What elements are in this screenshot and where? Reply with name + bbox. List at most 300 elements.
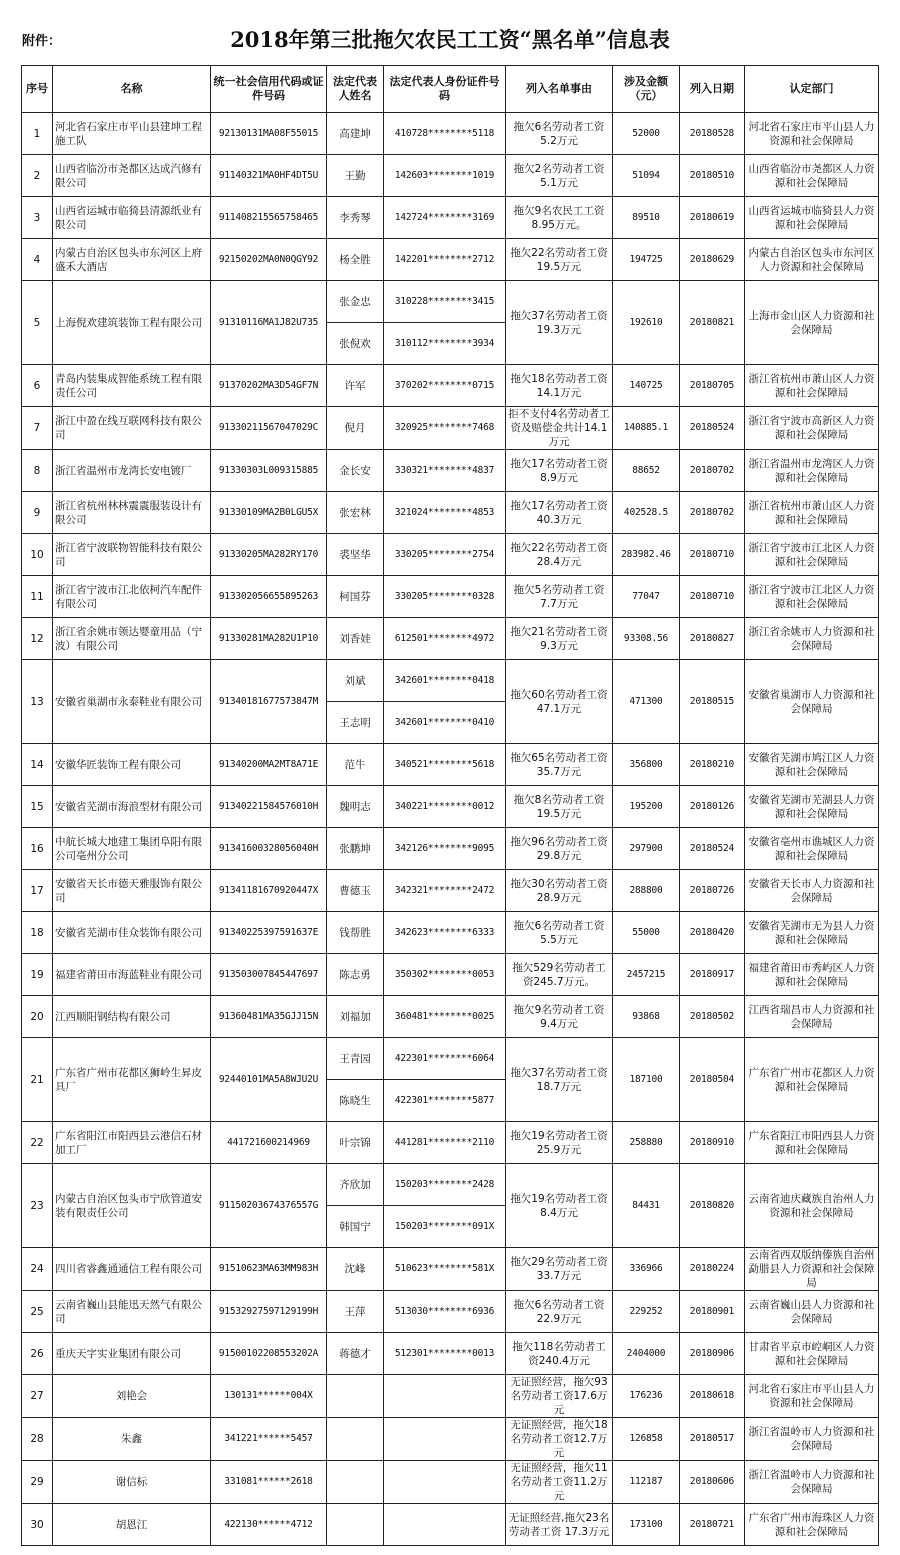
list-date: 20180126 [680,786,745,828]
row-number: 19 [22,954,53,996]
list-date: 20180502 [680,996,745,1038]
department: 浙江省宁波市高新区人力资源和社会保障局 [745,407,879,450]
list-date: 20180524 [680,407,745,450]
reason: 拖欠21名劳动者工资9.3万元 [506,618,613,660]
credit-code: 92440101MA5A8WJU2U [211,1038,327,1122]
reason: 拖欠96名劳动者工资29.8万元 [506,828,613,870]
reason: 拖欠529名劳动者工资245.7万元。 [506,954,613,996]
rep-name: 李秀琴 [327,197,384,239]
rep-name: 柯国芬 [327,576,384,618]
rep-name: 张金忠 [327,281,384,323]
table-row [22,618,879,660]
table-row [22,534,879,576]
reason: 拖欠6名劳动者工资22.9万元 [506,1291,613,1333]
header-rep-id: 法定代表人身份证件号码 [384,66,506,113]
row-number: 2 [22,155,53,197]
reason: 拖欠37名劳动者工资19.3万元 [506,281,613,365]
credit-code: 422130******4712 [211,1504,327,1546]
credit-code: 91150203674376557G [211,1164,327,1248]
rep-id: 410728********5118 [384,113,506,155]
reason: 拖欠118名劳动者工资240.4万元 [506,1333,613,1375]
row-number: 9 [22,492,53,534]
header-name: 名称 [53,66,211,113]
entity-name: 安徽省巢湖市永泰鞋业有限公司 [53,660,211,744]
department: 浙江省温州市龙湾区人力资源和社会保障局 [745,450,879,492]
row-number: 10 [22,534,53,576]
list-date: 20180917 [680,954,745,996]
table-row [22,1122,879,1164]
table-row [22,660,879,702]
department: 山西省运城市临猗县人力资源和社会保障局 [745,197,879,239]
rep-name: 刘斌 [327,660,384,702]
reason: 拖欠17名劳动者工资40.3万元 [506,492,613,534]
rep-name: 张鹏坤 [327,828,384,870]
row-number: 7 [22,407,53,450]
rep-id: 370202********0715 [384,365,506,407]
header-dept: 认定部门 [745,66,879,113]
row-number: 28 [22,1418,53,1461]
rep-name: 高建坤 [327,113,384,155]
credit-code: 91360481MA35GJJ15N [211,996,327,1038]
credit-code: 91532927597129199H [211,1291,327,1333]
reason: 拖欠5名劳动者工资7.7万元 [506,576,613,618]
table-row [22,1164,879,1206]
rep-name: 叶宗锦 [327,1122,384,1164]
header-credit-code: 统一社会信用代码或证件号码 [211,66,327,113]
list-date: 20180524 [680,828,745,870]
reason: 无证照经营，拖欠93名劳动者工资17.6万元 [506,1375,613,1418]
rep-name: 蒋德才 [327,1333,384,1375]
rep-id: 342321********2472 [384,870,506,912]
rep-id: 150203********091X [384,1206,506,1248]
row-number: 8 [22,450,53,492]
list-date: 20180710 [680,576,745,618]
amount: 173100 [613,1504,680,1546]
department: 福建省莆田市秀屿区人力资源和社会保障局 [745,954,879,996]
header-no: 序号 [22,66,53,113]
table-row [22,576,879,618]
reason: 拖欠29名劳动者工资33.7万元 [506,1248,613,1291]
row-number: 6 [22,365,53,407]
department: 河北省石家庄市平山县人力资源和社会保障局 [745,113,879,155]
table-row [22,786,879,828]
table-row [22,954,879,996]
rep-name: 王志明 [327,702,384,744]
entity-name: 广东省阳江市阳西县云港信石材加工厂 [53,1122,211,1164]
department: 安徽省芜湖市无为县人力资源和社会保障局 [745,912,879,954]
amount: 192610 [613,281,680,365]
list-date: 20180710 [680,534,745,576]
reason: 拖欠8名劳动者工资19.5万元 [506,786,613,828]
amount: 112187 [613,1461,680,1504]
list-date: 20180224 [680,1248,745,1291]
table-row [22,996,879,1038]
credit-code: 91330281MA282U1P10 [211,618,327,660]
rep-name: 金长安 [327,450,384,492]
rep-id: 150203********2428 [384,1164,506,1206]
row-number: 14 [22,744,53,786]
rep-id: 512301********0013 [384,1333,506,1375]
rep-name-empty [327,1375,384,1418]
amount: 283982.46 [613,534,680,576]
entity-name: 江西顺阳钢结构有限公司 [53,996,211,1038]
amount: 52000 [613,113,680,155]
list-date: 20180619 [680,197,745,239]
entity-name: 山西省临汾市尧都区达成汽修有限公司 [53,155,211,197]
attachment-label: 附件： [22,34,62,49]
row-number: 4 [22,239,53,281]
amount: 89510 [613,197,680,239]
credit-code: 91340221584576010H [211,786,327,828]
rep-name-empty [327,1461,384,1504]
reason: 拖欠30名劳动者工资28.9万元 [506,870,613,912]
table-row [22,365,879,407]
table-row [22,870,879,912]
department: 浙江省杭州市萧山区人力资源和社会保障局 [745,492,879,534]
rep-name: 张宏林 [327,492,384,534]
amount: 288800 [613,870,680,912]
list-date: 20180726 [680,870,745,912]
list-date: 20180528 [680,113,745,155]
entity-name: 刘艳会 [53,1375,211,1418]
table-row [22,1504,879,1546]
table-row [22,1248,879,1291]
rep-name: 王勤 [327,155,384,197]
amount: 140725 [613,365,680,407]
reason: 拖欠60名劳动者工资47.1万元 [506,660,613,744]
table-row [22,113,879,155]
table-row [22,155,879,197]
reason: 无证照经营，拖欠18名劳动者工资12.7万元 [506,1418,613,1461]
department: 浙江省温岭市人力资源和社会保障局 [745,1461,879,1504]
amount: 88652 [613,450,680,492]
row-number: 11 [22,576,53,618]
amount: 195200 [613,786,680,828]
rep-id: 350302********0053 [384,954,506,996]
department: 安徽省天长市人力资源和社会保障局 [745,870,879,912]
rep-id: 513030********6936 [384,1291,506,1333]
row-number: 20 [22,996,53,1038]
entity-name: 重庆天字实业集团有限公司 [53,1333,211,1375]
table-row [22,1461,879,1504]
credit-code: 91330211567047029C [211,407,327,450]
rep-id: 342601********0418 [384,660,506,702]
row-number: 30 [22,1504,53,1546]
credit-code: 91140321MA0HF4DT5U [211,155,327,197]
entity-name: 安徽省芜湖市海浪型材有限公司 [53,786,211,828]
department: 安徽省巢湖市人力资源和社会保障局 [745,660,879,744]
reason: 无证照经营，拖欠11名劳动者工资11.2万元 [506,1461,613,1504]
reason: 拖欠6名劳动者工资5.2万元 [506,113,613,155]
amount: 187100 [613,1038,680,1122]
department: 云南省西双版纳傣族自治州勐腊县人力资源和社会保障局 [745,1248,879,1291]
rep-id: 142724********3169 [384,197,506,239]
amount: 194725 [613,239,680,281]
table-row [22,1375,879,1418]
credit-code: 331081******2618 [211,1461,327,1504]
table-row [22,912,879,954]
list-date: 20180901 [680,1291,745,1333]
page-title: 2018年第三批拖欠农民工工资“黑名单”信息表 [230,27,670,52]
rep-id: 340521********5618 [384,744,506,786]
credit-code: 91330303L009315885 [211,450,327,492]
rep-name: 刘香娃 [327,618,384,660]
amount: 55000 [613,912,680,954]
amount: 402528.5 [613,492,680,534]
entity-name: 云南省巍山县能迅天然气有限公司 [53,1291,211,1333]
rep-name: 刘福加 [327,996,384,1038]
amount: 93868 [613,996,680,1038]
amount: 77047 [613,576,680,618]
rep-id: 441281********2110 [384,1122,506,1164]
entity-name: 福建省莆田市海蓝鞋业有限公司 [53,954,211,996]
amount: 176236 [613,1375,680,1418]
table-row [22,744,879,786]
list-date: 20180210 [680,744,745,786]
department: 河北省石家庄市平山县人力资源和社会保障局 [745,1375,879,1418]
reason: 拖欠9名劳动者工资9.4万元 [506,996,613,1038]
department: 广东省广州市海珠区人力资源和社会保障局 [745,1504,879,1546]
credit-code: 341221******5457 [211,1418,327,1461]
rep-id: 342601********0410 [384,702,506,744]
rep-id: 321024********4853 [384,492,506,534]
entity-name: 浙江省余姚市领达婴童用品（宁波）有限公司 [53,618,211,660]
header-rep-name: 法定代表人姓名 [327,66,384,113]
reason: 拖欠9名农民工工资8.95万元。 [506,197,613,239]
row-number: 22 [22,1122,53,1164]
row-number: 1 [22,113,53,155]
row-number: 18 [22,912,53,954]
department: 浙江省温岭市人力资源和社会保障局 [745,1418,879,1461]
entity-name: 内蒙古自治区包头市东河区上府盛禾大酒店 [53,239,211,281]
rep-id: 330321********4837 [384,450,506,492]
row-number: 12 [22,618,53,660]
entity-name: 四川省睿鑫通通信工程有限公司 [53,1248,211,1291]
department: 安徽省亳州市谯城区人力资源和社会保障局 [745,828,879,870]
row-number: 3 [22,197,53,239]
credit-code: 441721600214969 [211,1122,327,1164]
reason: 拖欠2名劳动者工资5.1万元 [506,155,613,197]
entity-name: 浙江省温州市龙湾长安电镀厂 [53,450,211,492]
rep-name-empty [327,1504,384,1546]
rep-name: 陈晓生 [327,1080,384,1122]
credit-code: 91310116MA1J82U735 [211,281,327,365]
credit-code: 91340200MA2MT8A71E [211,744,327,786]
entity-name: 浙江省宁波联物智能科技有限公司 [53,534,211,576]
list-date: 20180517 [680,1418,745,1461]
reason: 拖欠19名劳动者工资8.4万元 [506,1164,613,1248]
rep-id-empty [384,1504,506,1546]
list-date: 20180705 [680,365,745,407]
rep-id: 310228********3415 [384,281,506,323]
amount: 51094 [613,155,680,197]
row-number: 13 [22,660,53,744]
department: 安徽省芜湖市芜湖县人力资源和社会保障局 [745,786,879,828]
rep-name: 沈峰 [327,1248,384,1291]
row-number: 29 [22,1461,53,1504]
rep-id: 342623********6333 [384,912,506,954]
list-date: 20180827 [680,618,745,660]
amount: 84431 [613,1164,680,1248]
credit-code: 91500102208553202A [211,1333,327,1375]
amount: 356800 [613,744,680,786]
credit-code: 91330205MA282RY170 [211,534,327,576]
rep-id: 142201********2712 [384,239,506,281]
reason: 无证照经营,拖欠23名劳动者工资 17.3万元 [506,1504,613,1546]
table-row [22,281,879,323]
credit-code: 91350300784544769​7 [211,954,327,996]
rep-name: 许军 [327,365,384,407]
rep-id: 422301********6064 [384,1038,506,1080]
entity-name: 浙江省宁波市江北依柯汽车配件有限公司 [53,576,211,618]
rep-name: 钱帮胜 [327,912,384,954]
amount: 126858 [613,1418,680,1461]
list-date: 20180606 [680,1461,745,1504]
blacklist-table [21,65,879,1546]
department: 内蒙古自治区包头市东河区人力资源和社会保障局 [745,239,879,281]
reason: 拖欠17名劳动者工资8.9万元 [506,450,613,492]
entity-name: 山西省运城市临猗县清源纸业有限公司 [53,197,211,239]
credit-code: 91340181677573847M [211,660,327,744]
list-date: 20180821 [680,281,745,365]
row-number: 15 [22,786,53,828]
amount: 140885.1 [613,407,680,450]
rep-id-empty [384,1461,506,1504]
department: 江西省瑞昌市人力资源和社会保障局 [745,996,879,1038]
reason: 拖欠22名劳动者工资19.5万元 [506,239,613,281]
credit-code: 130131******004X [211,1375,327,1418]
list-date: 20180420 [680,912,745,954]
rep-name: 曹德玉 [327,870,384,912]
list-date: 20180906 [680,1333,745,1375]
list-date: 20180510 [680,155,745,197]
table-row [22,239,879,281]
row-number: 25 [22,1291,53,1333]
table-row [22,1333,879,1375]
rep-id: 330205********2754 [384,534,506,576]
entity-name: 上海倪欢建筑装饰工程有限公司 [53,281,211,365]
list-date: 20180910 [680,1122,745,1164]
list-date: 20180515 [680,660,745,744]
entity-name: 安徽省芜湖市佳众装饰有限公司 [53,912,211,954]
amount: 258880 [613,1122,680,1164]
credit-code: 91140821556575846​5 [211,197,327,239]
rep-name: 陈志勇 [327,954,384,996]
department: 浙江省宁波市江北区人力资源和社会保障局 [745,576,879,618]
department: 浙江省杭州市萧山区人力资源和社会保障局 [745,365,879,407]
entity-name: 安徽省天长市德天雅服饰有限公司 [53,870,211,912]
entity-name: 朱鑫 [53,1418,211,1461]
list-date: 20180629 [680,239,745,281]
rep-id: 612501********4972 [384,618,506,660]
entity-name: 谢信标 [53,1461,211,1504]
entity-name: 河北省石家庄市平山县建坤工程施工队 [53,113,211,155]
rep-name: 王青园 [327,1038,384,1080]
rep-name: 倪月 [327,407,384,450]
department: 安徽省芜湖市鸠江区人力资源和社会保障局 [745,744,879,786]
table-row [22,407,879,450]
rep-name: 杨全胜 [327,239,384,281]
department: 广东省广州市花都区人力资源和社会保障局 [745,1038,879,1122]
list-date: 20180504 [680,1038,745,1122]
row-number: 27 [22,1375,53,1418]
row-number: 24 [22,1248,53,1291]
department: 甘肃省平京市崆峒区人力资源和社会保障局 [745,1333,879,1375]
list-date: 20180721 [680,1504,745,1546]
reason: 拖欠18名劳动者工资14.1万元 [506,365,613,407]
department: 云南省迪庆藏族自治州人力资源和社会保障局 [745,1164,879,1248]
credit-code: 91341600328056040H [211,828,327,870]
reason: 拖欠19名劳动者工资25.9万元 [506,1122,613,1164]
rep-id-empty [384,1375,506,1418]
rep-name: 王萍 [327,1291,384,1333]
list-date: 20180702 [680,492,745,534]
header-row [22,66,879,113]
entity-name: 内蒙古自治区包头市宁欣管道安装有限责任公司 [53,1164,211,1248]
list-date: 20180702 [680,450,745,492]
credit-code: 91510623MA63MM983H [211,1248,327,1291]
credit-code: 91330109MA2B0LGU5X [211,492,327,534]
rep-name: 裘坚华 [327,534,384,576]
credit-code: 91340225397591637E [211,912,327,954]
rep-id: 340221********0012 [384,786,506,828]
rep-id-empty [384,1418,506,1461]
credit-code: 91330205665589526​3 [211,576,327,618]
entity-name: 胡恩江 [53,1504,211,1546]
rep-name: 张倪欢 [327,323,384,365]
reason: 拖欠22名劳动者工资28.4万元 [506,534,613,576]
table-row [22,1291,879,1333]
entity-name: 浙江中盈在线互联网科技有限公司 [53,407,211,450]
list-date: 20180618 [680,1375,745,1418]
rep-name: 齐欣加 [327,1164,384,1206]
row-number: 17 [22,870,53,912]
row-number: 23 [22,1164,53,1248]
rep-name: 魏明志 [327,786,384,828]
header-amount: 涉及金额（元） [613,66,680,113]
amount: 93308.56 [613,618,680,660]
rep-id: 510623********581X [384,1248,506,1291]
rep-id: 342126********9095 [384,828,506,870]
department: 广东省阳江市阳西县人力资源和社会保障局 [745,1122,879,1164]
row-number: 21 [22,1038,53,1122]
department: 浙江省余姚市人力资源和社会保障局 [745,618,879,660]
table-row [22,828,879,870]
row-number: 26 [22,1333,53,1375]
rep-id: 422301********5877 [384,1080,506,1122]
header-date: 列入日期 [680,66,745,113]
credit-code: 92130131MA08F55015 [211,113,327,155]
reason: 拖欠37名劳动者工资18.7万元 [506,1038,613,1122]
table-row [22,197,879,239]
row-number: 16 [22,828,53,870]
amount: 2457215 [613,954,680,996]
reason: 拖欠65名劳动者工资35.7万元 [506,744,613,786]
department: 上海市金山区人力资源和社会保障局 [745,281,879,365]
entity-name: 浙江省杭州林林震震服装设计有限公司 [53,492,211,534]
rep-id: 320925********7468 [384,407,506,450]
department: 山西省临汾市尧都区人力资源和社会保障局 [745,155,879,197]
entity-name: 中航长城大地建工集团阜阳有限公司亳州分公司 [53,828,211,870]
rep-id: 310112********3934 [384,323,506,365]
table-row [22,492,879,534]
rep-id: 360481********0025 [384,996,506,1038]
amount: 336966 [613,1248,680,1291]
rep-id: 330205********0328 [384,576,506,618]
department: 云南省巍山县人力资源和社会保障局 [745,1291,879,1333]
row-number: 5 [22,281,53,365]
credit-code: 91341181670920447X [211,870,327,912]
